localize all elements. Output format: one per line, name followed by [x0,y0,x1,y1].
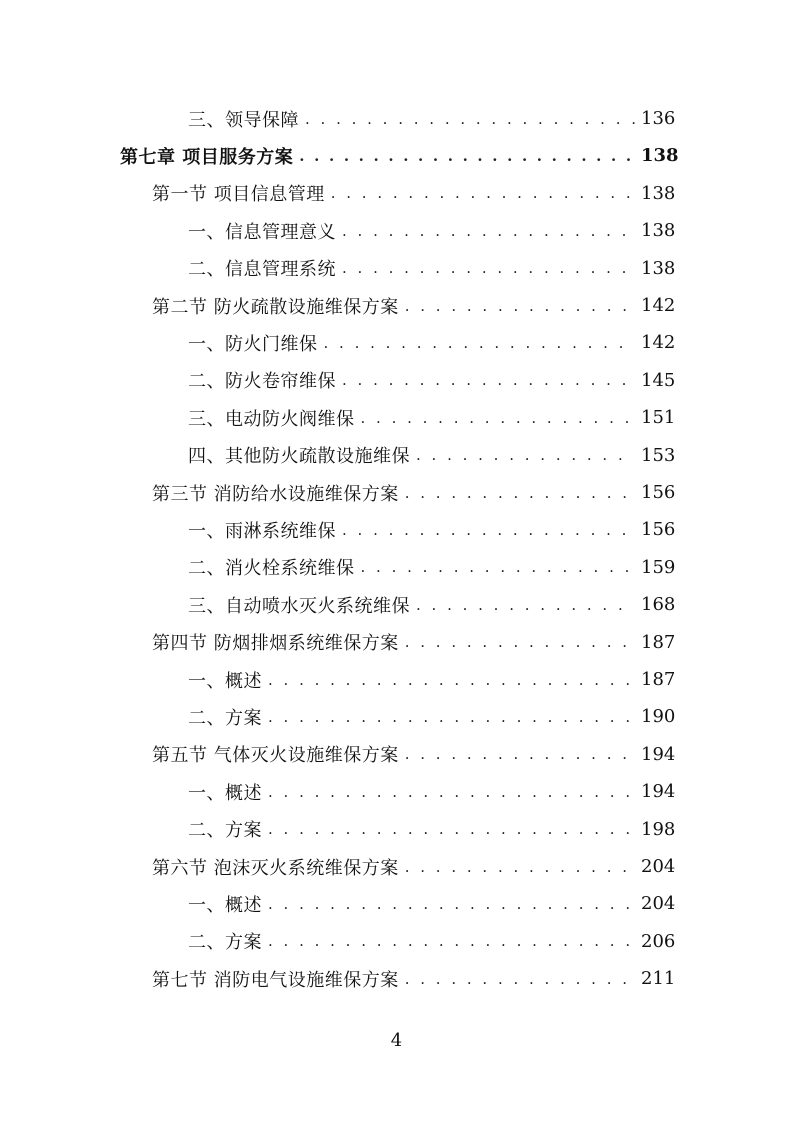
toc-entry-title: 四、其他防火疏散设施维保 [188,446,410,468]
toc-entry-title: 一、防火门维保 [188,333,318,355]
toc-entry-page: 187 [641,669,676,690]
toc-entry-title: 第七章 项目服务方案 [120,146,294,168]
toc-entry[interactable] [188,773,676,810]
toc-entry[interactable] [188,511,676,548]
toc-entry-page: 206 [641,930,676,952]
toc-entry[interactable] [188,250,676,287]
toc-dot-leader [342,521,635,539]
toc-dot-leader [268,820,635,838]
toc-entry[interactable] [152,287,676,324]
toc-entry-page: 156 [641,482,676,503]
toc-entry-page: 204 [641,856,676,877]
toc-dot-leader [305,110,635,128]
toc-dot-leader [299,147,635,165]
toc-entry[interactable] [188,885,676,922]
toc-dot-leader [342,222,635,240]
toc-entry-page: 153 [641,444,676,466]
toc-entry-page: 145 [641,369,676,391]
toc-entry[interactable] [188,811,676,848]
toc-entry-page: 136 [641,108,676,129]
toc-entry[interactable] [188,549,676,586]
toc-entry[interactable] [120,137,679,174]
toc-entry-title: 三、自动喷水灭火系统维保 [188,595,410,617]
toc-entry-page: 142 [641,295,676,316]
toc-entry[interactable] [188,586,676,623]
toc-entry[interactable] [152,848,676,885]
toc-entry[interactable] [152,474,676,511]
toc-dot-leader [268,671,635,689]
toc-entry[interactable] [188,212,676,249]
toc-dot-leader [416,596,635,614]
toc-dot-leader [268,708,635,726]
toc-entry-title: 一、概述 [188,782,262,804]
toc-dot-leader [405,484,635,502]
toc-entry-page: 138 [641,182,676,204]
toc-entry-title: 二、消火栓系统维保 [188,558,355,580]
toc-entry-page: 194 [641,781,676,803]
toc-entry[interactable] [188,324,676,361]
toc-dot-leader [405,745,635,763]
toc-entry-page: 198 [641,818,676,840]
toc-entry-page: 204 [641,893,676,915]
toc-entry-title: 二、方案 [188,820,262,842]
toc-entry-title: 第四节 防烟排烟系统维保方案 [152,633,399,655]
toc-entry[interactable] [188,437,676,474]
toc-entry-title: 第七节 消防电气设施维保方案 [152,969,399,991]
toc-dot-leader [342,259,635,277]
toc-entry-page: 156 [641,519,676,541]
toc-dot-leader [268,895,635,913]
toc-dot-leader [405,633,635,651]
toc-entry[interactable] [188,923,676,960]
toc-entry-page: 211 [641,968,676,990]
toc-entry[interactable] [188,100,676,137]
toc-dot-leader [405,297,635,315]
toc-entry-title: 二、方案 [188,707,262,729]
toc-entry-page: 138 [641,145,679,167]
toc-entry-title: 一、雨淋系统维保 [188,520,336,542]
page-number: 4 [390,1030,403,1051]
toc-entry-title: 第六节 泡沫灭火系统维保方案 [152,857,399,879]
toc-dot-leader [342,371,635,389]
toc-dot-leader [361,558,636,576]
toc-entry-title: 第一节 项目信息管理 [152,184,325,206]
toc-entry-page: 187 [641,631,676,653]
toc-entry-page: 194 [641,743,676,765]
toc-entry[interactable] [188,399,676,436]
toc-entry-title: 三、电动防火阀维保 [188,408,355,430]
toc-entry[interactable] [152,624,676,661]
toc-entry-title: 一、概述 [188,894,262,916]
toc-entry-title: 二、信息管理系统 [188,259,336,281]
toc-entry-title: 第三节 消防给水设施维保方案 [152,483,399,505]
toc-entry-title: 一、概述 [188,670,262,692]
toc-entry-page: 151 [641,407,676,429]
toc-entry-page: 142 [641,332,676,354]
toc-entry-title: 第五节 气体灭火设施维保方案 [152,745,399,767]
toc-entry-title: 一、信息管理意义 [188,221,336,243]
toc-entry[interactable] [188,698,676,735]
toc-dot-leader [331,184,635,202]
toc-entry-page: 190 [641,706,676,728]
toc-dot-leader [324,334,636,352]
toc-dot-leader [405,858,635,876]
toc-entry-page: 138 [641,220,676,242]
toc-entry-page: 159 [641,556,676,578]
toc-dot-leader [361,409,636,427]
toc-entry[interactable] [152,175,676,212]
toc-entry-page: 168 [641,594,676,616]
toc-dot-leader [416,446,635,464]
toc-dot-leader [268,783,635,801]
toc-entry[interactable] [188,661,676,698]
toc-entry[interactable] [152,960,676,997]
toc-entry-title: 二、防火卷帘维保 [188,371,336,393]
toc-dot-leader [405,970,635,988]
toc-entry[interactable] [188,362,676,399]
toc-dot-leader [268,932,635,950]
toc-entry-title: 二、方案 [188,932,262,954]
toc-entry[interactable] [152,736,676,773]
toc-entry-title: 第二节 防火疏散设施维保方案 [152,296,399,318]
toc-entry-title: 三、领导保障 [188,109,299,131]
toc-entry-page: 138 [641,257,676,279]
